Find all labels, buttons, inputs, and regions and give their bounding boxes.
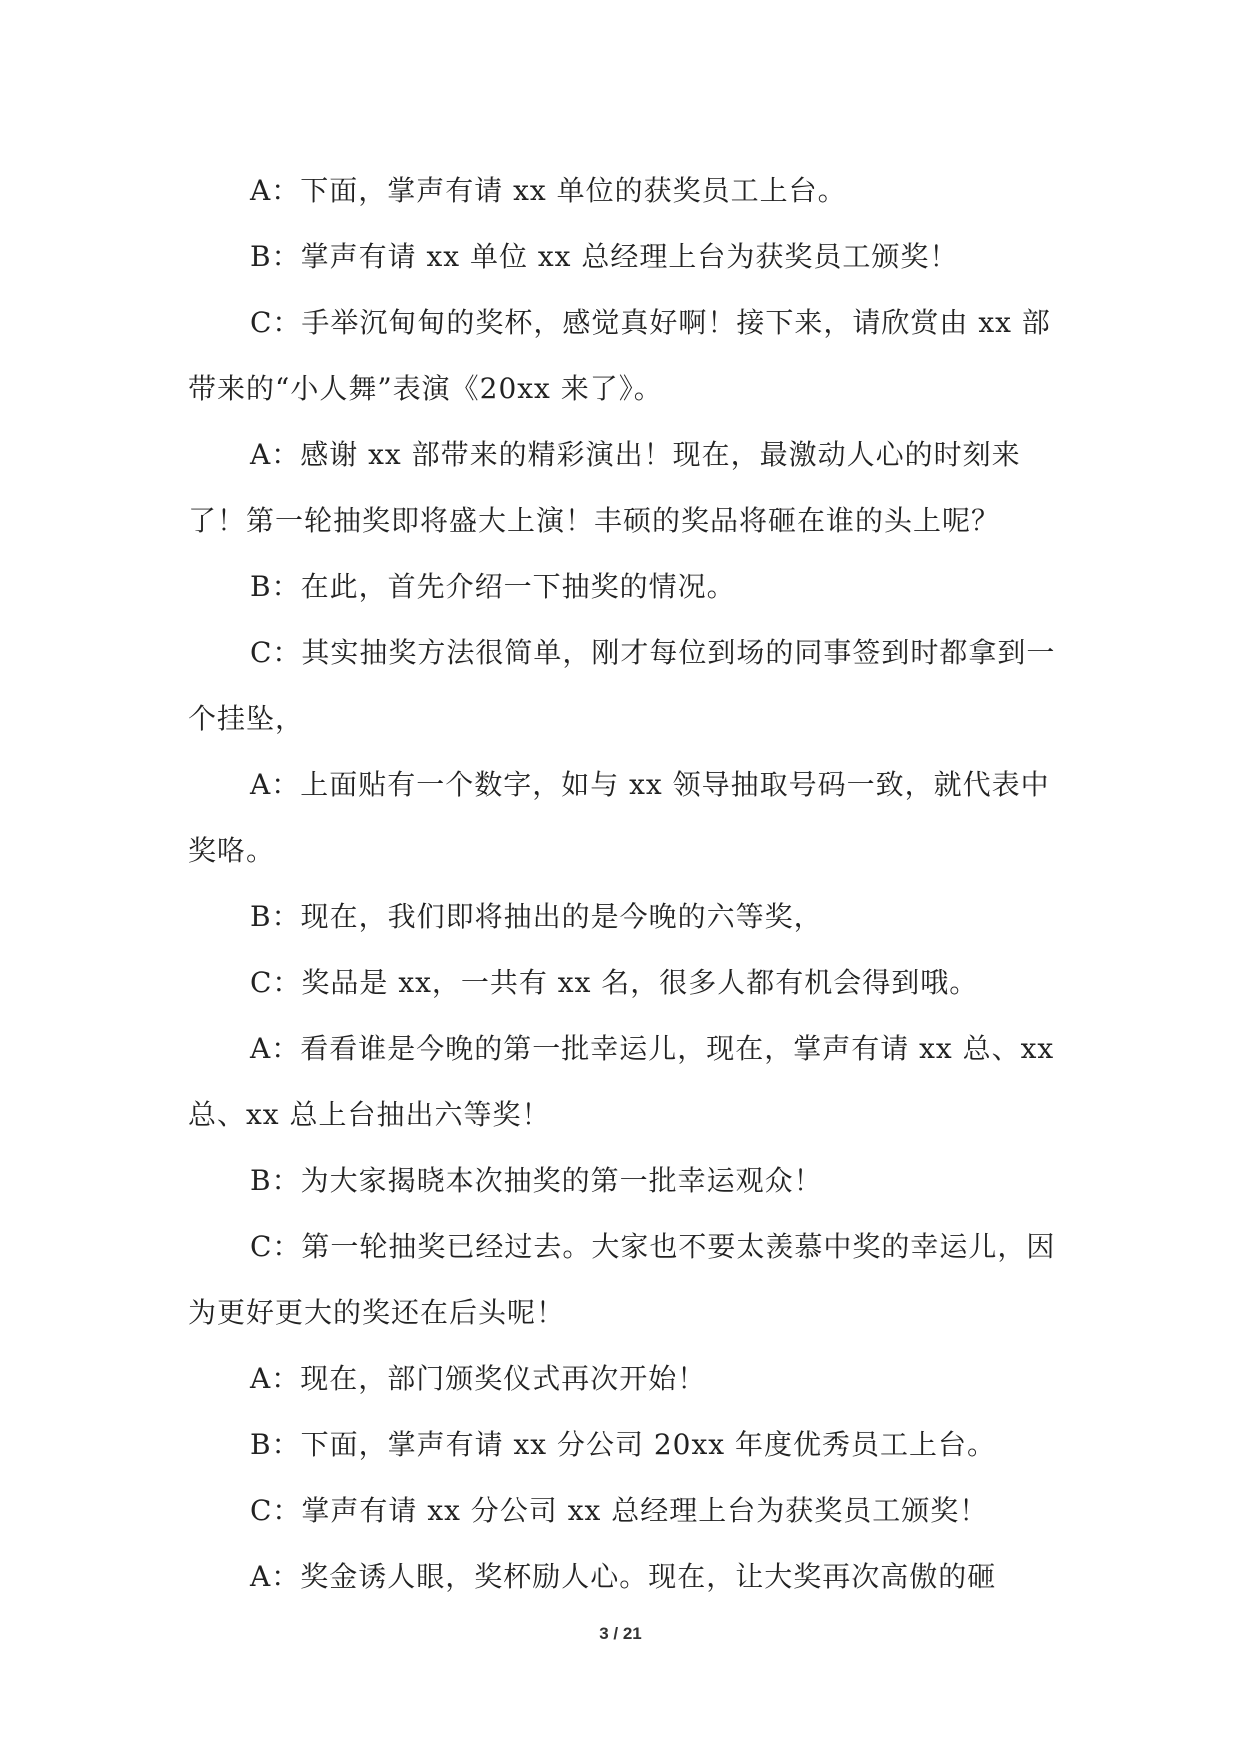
document-body (188, 158, 1058, 1610)
paragraph: C：手举沉甸甸的奖杯，感觉真好啊！接下来，请欣赏由 xx 部带来的“小人舞”表演《20xx 来了》。 (188, 306, 1051, 405)
page-number: 3 / 21 (599, 1624, 642, 1643)
paragraph: A：现在，部门颁奖仪式再次开始！ (250, 1362, 707, 1395)
paragraph: A：下面，掌声有请 xx 单位的获奖员工上台。 (250, 174, 847, 207)
paragraph: A：感谢 xx 部带来的精彩演出！现在，最激动人心的时刻来了！第一轮抽奖即将盛大上演！丰硕的奖品将砸在谁的头上呢？ (188, 438, 1021, 537)
paragraph: A：奖金诱人眼，奖杯励人心。现在，让大奖再次高傲的砸 (250, 1560, 997, 1593)
paragraph: C：第一轮抽奖已经过去。大家也不要太羡慕中奖的幸运儿，因为更好更大的奖还在后头呢！ (188, 1230, 1056, 1329)
paragraph: A：看看谁是今晚的第一批幸运儿，现在，掌声有请 xx 总、xx 总、xx 总上台抽出六等奖！ (188, 1032, 1055, 1131)
paragraph: C：奖品是 xx，一共有 xx 名，很多人都有机会得到哦。 (250, 966, 979, 999)
paragraph: C：掌声有请 xx 分公司 xx 总经理上台为获奖员工颁奖！ (250, 1494, 989, 1527)
paragraph: C：其实抽奖方法很简单，刚才每位到场的同事签到时都拿到一个挂坠， (188, 636, 1056, 735)
paragraph: B：在此，首先介绍一下抽奖的情况。 (250, 570, 736, 603)
paragraph: B：掌声有请 xx 单位 xx 总经理上台为获奖员工颁奖！ (250, 240, 959, 273)
paragraph: B：为大家揭晓本次抽奖的第一批幸运观众！ (250, 1164, 823, 1197)
paragraph: B：下面，掌声有请 xx 分公司 20xx 年度优秀员工上台。 (250, 1428, 996, 1461)
paragraph: B：现在，我们即将抽出的是今晚的六等奖， (250, 900, 823, 933)
paragraph: A：上面贴有一个数字，如与 xx 领导抽取号码一致，就代表中奖咯。 (188, 768, 1050, 867)
